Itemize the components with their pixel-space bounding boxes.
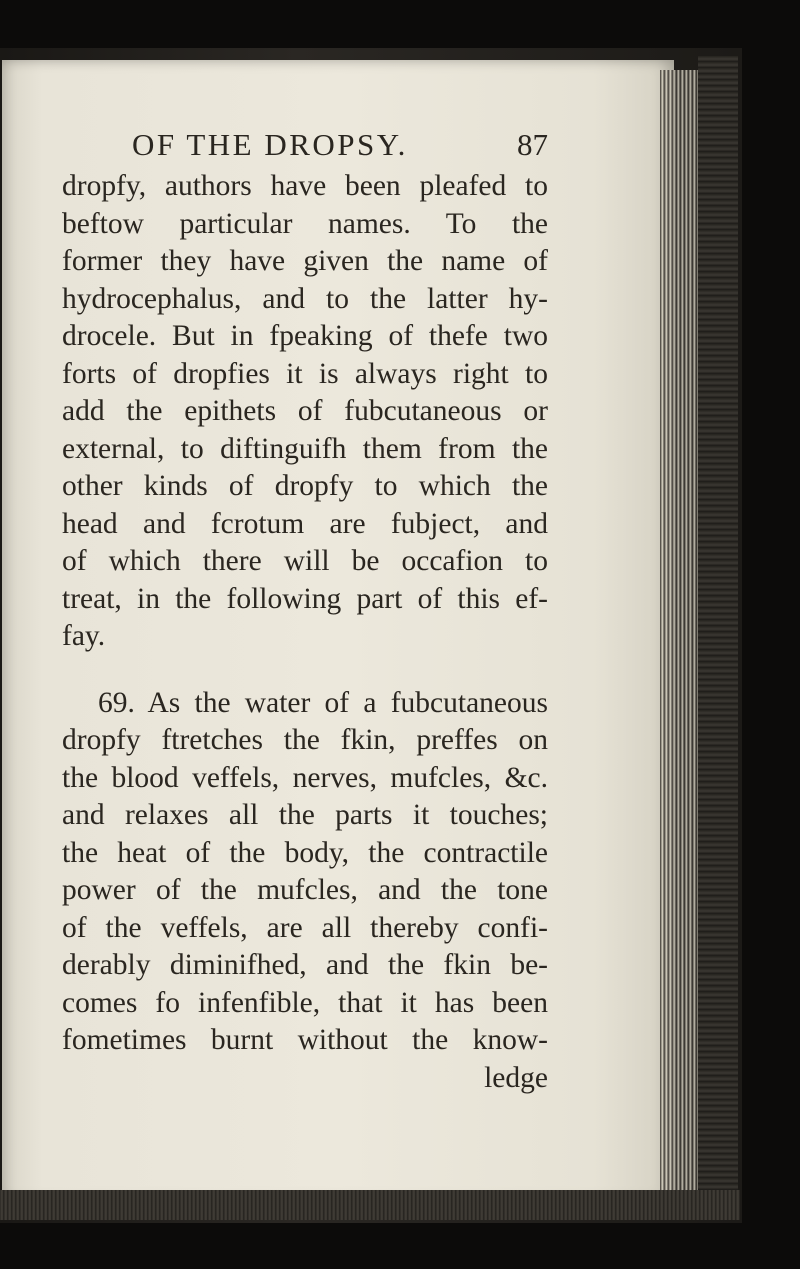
text-line: external, to diftinguifh them from the (62, 432, 548, 465)
text-line: beftow particular names. To the (62, 207, 548, 240)
text-line: drocele. But in fpeaking of thefe two (62, 320, 548, 352)
text-line: dropfy, authors have been pleafed to (62, 170, 548, 202)
bottom-page-edges (0, 1190, 740, 1220)
text-line: power of the mufcles, and the tone (62, 874, 548, 906)
paragraph-gap (62, 656, 548, 685)
text-line: of the veffels, are all thereby confi- (62, 911, 548, 944)
text-line: derably diminifhed, and the fkin be- (62, 949, 548, 981)
text-line: hydrocephalus, and to the latter hy- (62, 282, 548, 315)
text-line: comes fo infenfible, that it has been (62, 986, 548, 1019)
text-line: former they have given the name of (62, 245, 548, 277)
text-line: forts of dropfies it is always right to (62, 357, 548, 390)
text-line: fometimes burnt without the know- (62, 1024, 548, 1056)
text-line: dropfy ftretches the fkin, preffes on (62, 724, 548, 756)
text-line: other kinds of dropfy to which the (62, 470, 548, 502)
book-spine-edge (698, 56, 738, 1216)
text-line: 69. As the water of a fubcutaneous (98, 686, 548, 719)
text-line: of which there will be occafion to (62, 545, 548, 577)
catchword: ledge (484, 1061, 548, 1094)
text-line: fay. (62, 620, 106, 652)
page-number: 87 (517, 127, 548, 162)
text-line: the blood veffels, nerves, mufcles, &c. (62, 761, 548, 794)
running-header (132, 122, 548, 168)
text-line: add the epithets of fubcutaneous or (62, 395, 548, 427)
paragraph-2 (62, 685, 548, 1098)
text-line: the heat of the body, the contractile (62, 836, 548, 869)
text-line: and relaxes all the parts it touches; (62, 799, 548, 831)
paragraph-1 (62, 168, 548, 656)
text-line: head and fcrotum are fubject, and (62, 507, 548, 540)
page-text (62, 122, 548, 1097)
text-line: treat, in the following part of this ef- (62, 582, 548, 615)
page-edges (660, 70, 698, 1190)
header-title: OF THE DROPSY. (132, 127, 408, 162)
